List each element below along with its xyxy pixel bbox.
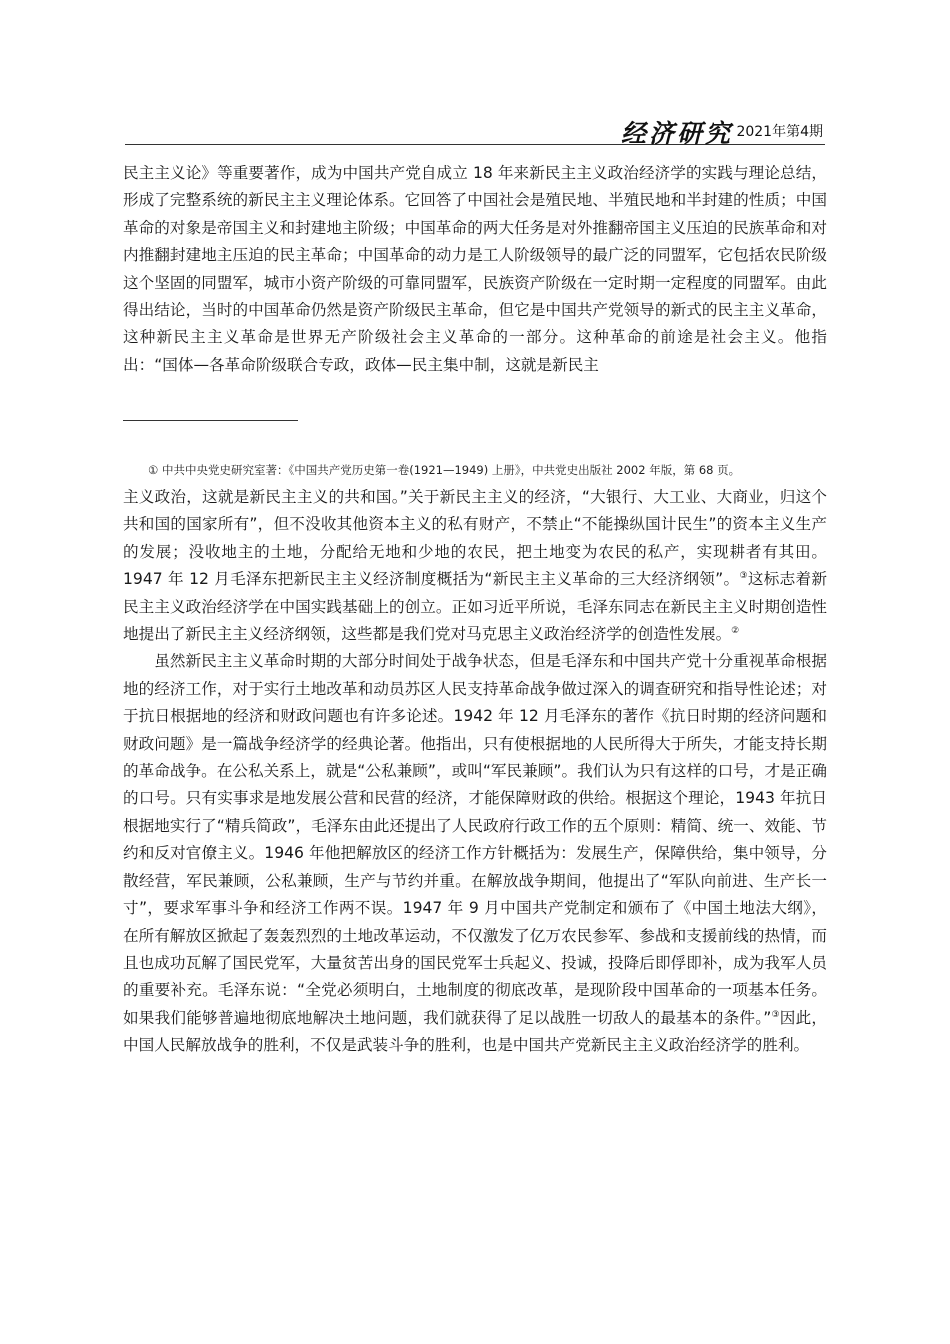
journal-name: 经济研究: [620, 119, 733, 148]
citation-mark: ③: [739, 571, 748, 582]
paragraph-2: [123, 648, 827, 1059]
footnote-marker: ①: [148, 463, 159, 477]
paragraph-1-part-a: 主义政治，这就是新民主主义的共和国。”关于新民主主义的经济，“大银行、大工业、大商业，归这个共和国的国家所有”，但不没收其他资本主义的私有财产，不禁止“不能操纵国计民生”的资本主义生产的发展；没收地主的土地，分配给无地和少地的农民，把土地变为农民的私产，实现耕者有其田。1947 年 12 月毛泽东把新民主主义经济制度概括为“新民主主义革命的三大经济纲领”。: [123, 488, 827, 589]
paragraph-2-part-a: 虽然新民主主义革命时期的大部分时间处于战争状态，但是毛泽东和中国共产党十分重视革命根据地的经济工作，对于实行土地改革和动员苏区人民支持革命战争做过深入的调查研究和指导性论述；对于抗日根据地的经济和财政问题也有许多论述。1942 年 12 月毛泽东的著作《抗日时期的经济问题和财政问题》是一篇战争经济学的经典论著。他指出，只有使根据地的人民所得大于所失，才能支持长期的革命战争。在公私关系上，就是“公私兼顾”，或叫“军民兼顾”。我们认为只有这样的口号，才是正确的口号。只有实事求是地发展公营和民营的经济，才能保障财政的供给。根据这个理论，1943 年抗日根据地实行了“精兵简政”，毛泽东由此还提出了人民政府行政工作的五个原则：精简、统一、效能、节约和反对官僚主义。1946 年他把解放区的经济工作方针概括为：发展生产，保障供给，集中领导，分散经营，军民兼顾，公私兼顾，生产与节约并重。在解放战争期间，他提出了“军队向前进、生产长一寸”，要求军事斗争和经济工作两不误。1947 年 9 月中国共产党制定和颁布了《中国土地法大纲》，在所有解放区掀起了轰轰烈烈的土地改革运动，不仅激发了亿万农民参军、参战和支援前线的热情，而且也成功瓦解了国民党军，大量贫苦出身的国民党军士兵起义、投诚，投降后即俘即补，成为我军人员的重要补充。毛泽东说：“全党必须明白，土地制度的彻底改革，是现阶段中国革命的一项基本任务。如果我们能够普遍地彻底地解决土地问题，我们就获得了足以战胜一切敌人的最基本的条件。”: [123, 652, 827, 1027]
paragraph-continued: 民主主义论》等重要著作，成为中国共产党自成立 18 年来新民主主义政治经济学的实践与理论总结，形成了完整系统的新民主主义理论体系。它回答了中国社会是殖民地、半殖民地和半封建的性质；中国革命的对象是帝国主义和封建地主阶级；中国革命的两大任务是对外推翻帝国主义压迫的民族革命和对内推翻封建地主压迫的民主革命；中国革命的动力是工人阶级领导的最广泛的同盟军，它包括农民阶级这个坚固的同盟军，城市小资产阶级的可靠同盟军，民族资产阶级在一定时期一定程度的同盟军。由此得出结论，当时的中国革命仍然是资产阶级民主革命，但它是中国共产党领导的新式的民主主义革命，这种新民主主义革命是世界无产阶级社会主义革命的一部分。这种革命的前途是社会主义。他指出：“国体—各革命阶级联合专政，政体—民主集中制，这就是新民主: [123, 164, 827, 374]
body-text-top: [123, 160, 827, 379]
paragraph-1: [123, 484, 827, 648]
issue-label: 2021年第4期: [736, 124, 823, 140]
footnote: [148, 462, 828, 478]
paragraph-1-part-b: 这标志着新民主主义政治经济学在中国实践基础上的创立。正如习近平所说，毛泽东同志在新民主主义时期创造性地提出了新民主主义经济纲领，这些都是我们党对马克思主义政治经济学的创造性发展。: [123, 570, 827, 644]
paragraph-2-part-b: 因此，中国人民解放战争的胜利，不仅是武装斗争的胜利，也是中国共产党新民主主义政治经济学的胜利。: [123, 1008, 827, 1055]
footnote-text: 中共中央党史研究室著：《中国共产党历史第一卷(1921—1949) 上册》，中共党史出版社 2002 年版，第 68 页。: [161, 463, 741, 477]
footnote-divider: [123, 420, 298, 421]
citation-mark: ②: [731, 625, 740, 636]
page-header: [125, 112, 825, 148]
body-text-bottom: [123, 484, 827, 1060]
citation-mark: ③: [771, 1009, 780, 1020]
